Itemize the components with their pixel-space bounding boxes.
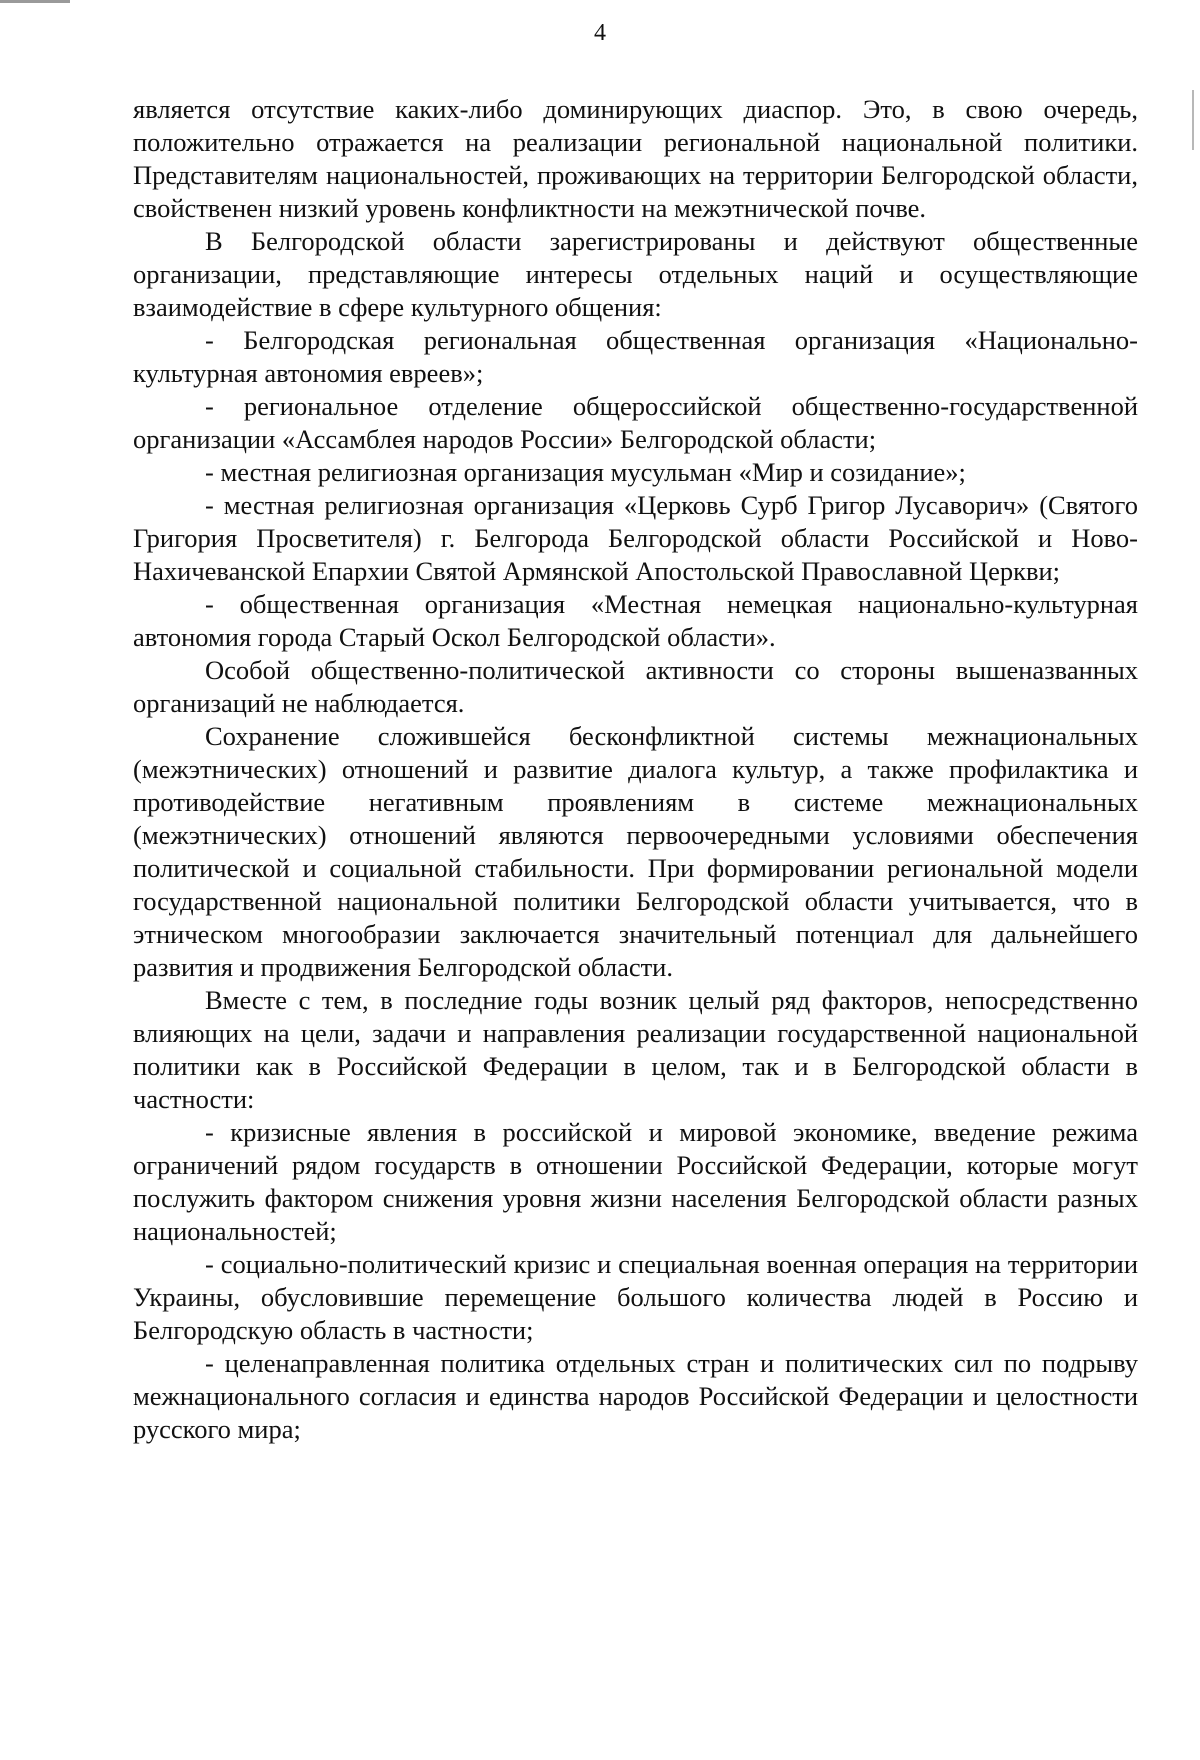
body-text: [133, 93, 1138, 1446]
list-item-jewish-autonomy: - Белгородская региональная общественная организация «Национально-культурная автономия евреев»;: [133, 325, 1138, 388]
list-item-muslim-organization: - местная религиозная организация мусульман «Мир и созидание»;: [205, 457, 966, 487]
paragraph-factors-intro: Вместе с тем, в последние годы возник целый ряд факторов, непосредственно влияющих на цели, задачи и направления реализации государственной национальной политики как в Российской Федерации в целом, так и в Белгородской области в частности:: [133, 985, 1138, 1114]
list-item-armenian-church: - местная религиозная организация «Церковь Сурб Григор Лусаворич» (Святого Григория Просветителя) г. Белгорода Белгородской области Российской и Ново-Нахичеванской Епархии Святой Армянской Апостольской Православной Церкви;: [133, 490, 1138, 586]
paragraph-stability: Сохранение сложившейся бесконфликтной системы межнациональных (межэтнических) отношений и развитие диалога культур, а также профилактика и противодействие негативным проявлениям в системе межнациональных (межэтнических) отношений являются первоочередными условиями обеспечения политической и социальной стабильности. При формировании региональной модели государственной национальной политики Белгородской области учитывается, что в этническом многообразии заключается значительный потенциал для дальнейшего развития и продвижения Белгородской области.: [133, 721, 1138, 982]
list-item-economic-crisis: - кризисные явления в российской и мировой экономике, введение режима ограничений рядом государств в отношении Российской Федерации, которые могут послужить фактором снижения уровня жизни населения Белгородской области разных национальностей;: [133, 1117, 1138, 1246]
page-number: 4: [594, 20, 606, 46]
paragraph-no-activity: Особой общественно-политической активности со стороны вышеназванных организаций не наблюдается.: [133, 655, 1138, 718]
list-item-ukraine-crisis: - социально-политический кризис и специальная военная операция на территории Украины, обусловившие перемещение большого количества людей в Россию и Белгородскую область в частности;: [133, 1249, 1138, 1345]
list-item-foreign-policy: - целенаправленная политика отдельных стран и политических сил по подрыву межнационального согласия и единства народов Российской Федерации и целостности русского мира;: [133, 1348, 1138, 1444]
paragraph-organizations-intro: В Белгородской области зарегистрированы и действуют общественные организации, представляющие интересы отдельных наций и осуществляющие взаимодействие в сфере культурного общения:: [133, 226, 1138, 322]
scan-artifact-right: [1192, 90, 1194, 150]
scan-artifact-top: [0, 0, 70, 3]
list-item-assembly-of-peoples: - региональное отделение общероссийской общественно-государственной организации «Ассамблея народов России» Белгородской области;: [133, 391, 1138, 454]
paragraph-diasporas: является отсутствие каких-либо доминирующих диаспор. Это, в свою очередь, положительно отражается на реализации региональной национальной политики. Представителям национальностей, проживающих на территории Белгородской области, свойственен низкий уровень конфликтности на межэтнической почве.: [133, 94, 1138, 223]
list-item-german-autonomy: - общественная организация «Местная немецкая национально-культурная автономия города Старый Оскол Белгородской области».: [133, 589, 1138, 652]
